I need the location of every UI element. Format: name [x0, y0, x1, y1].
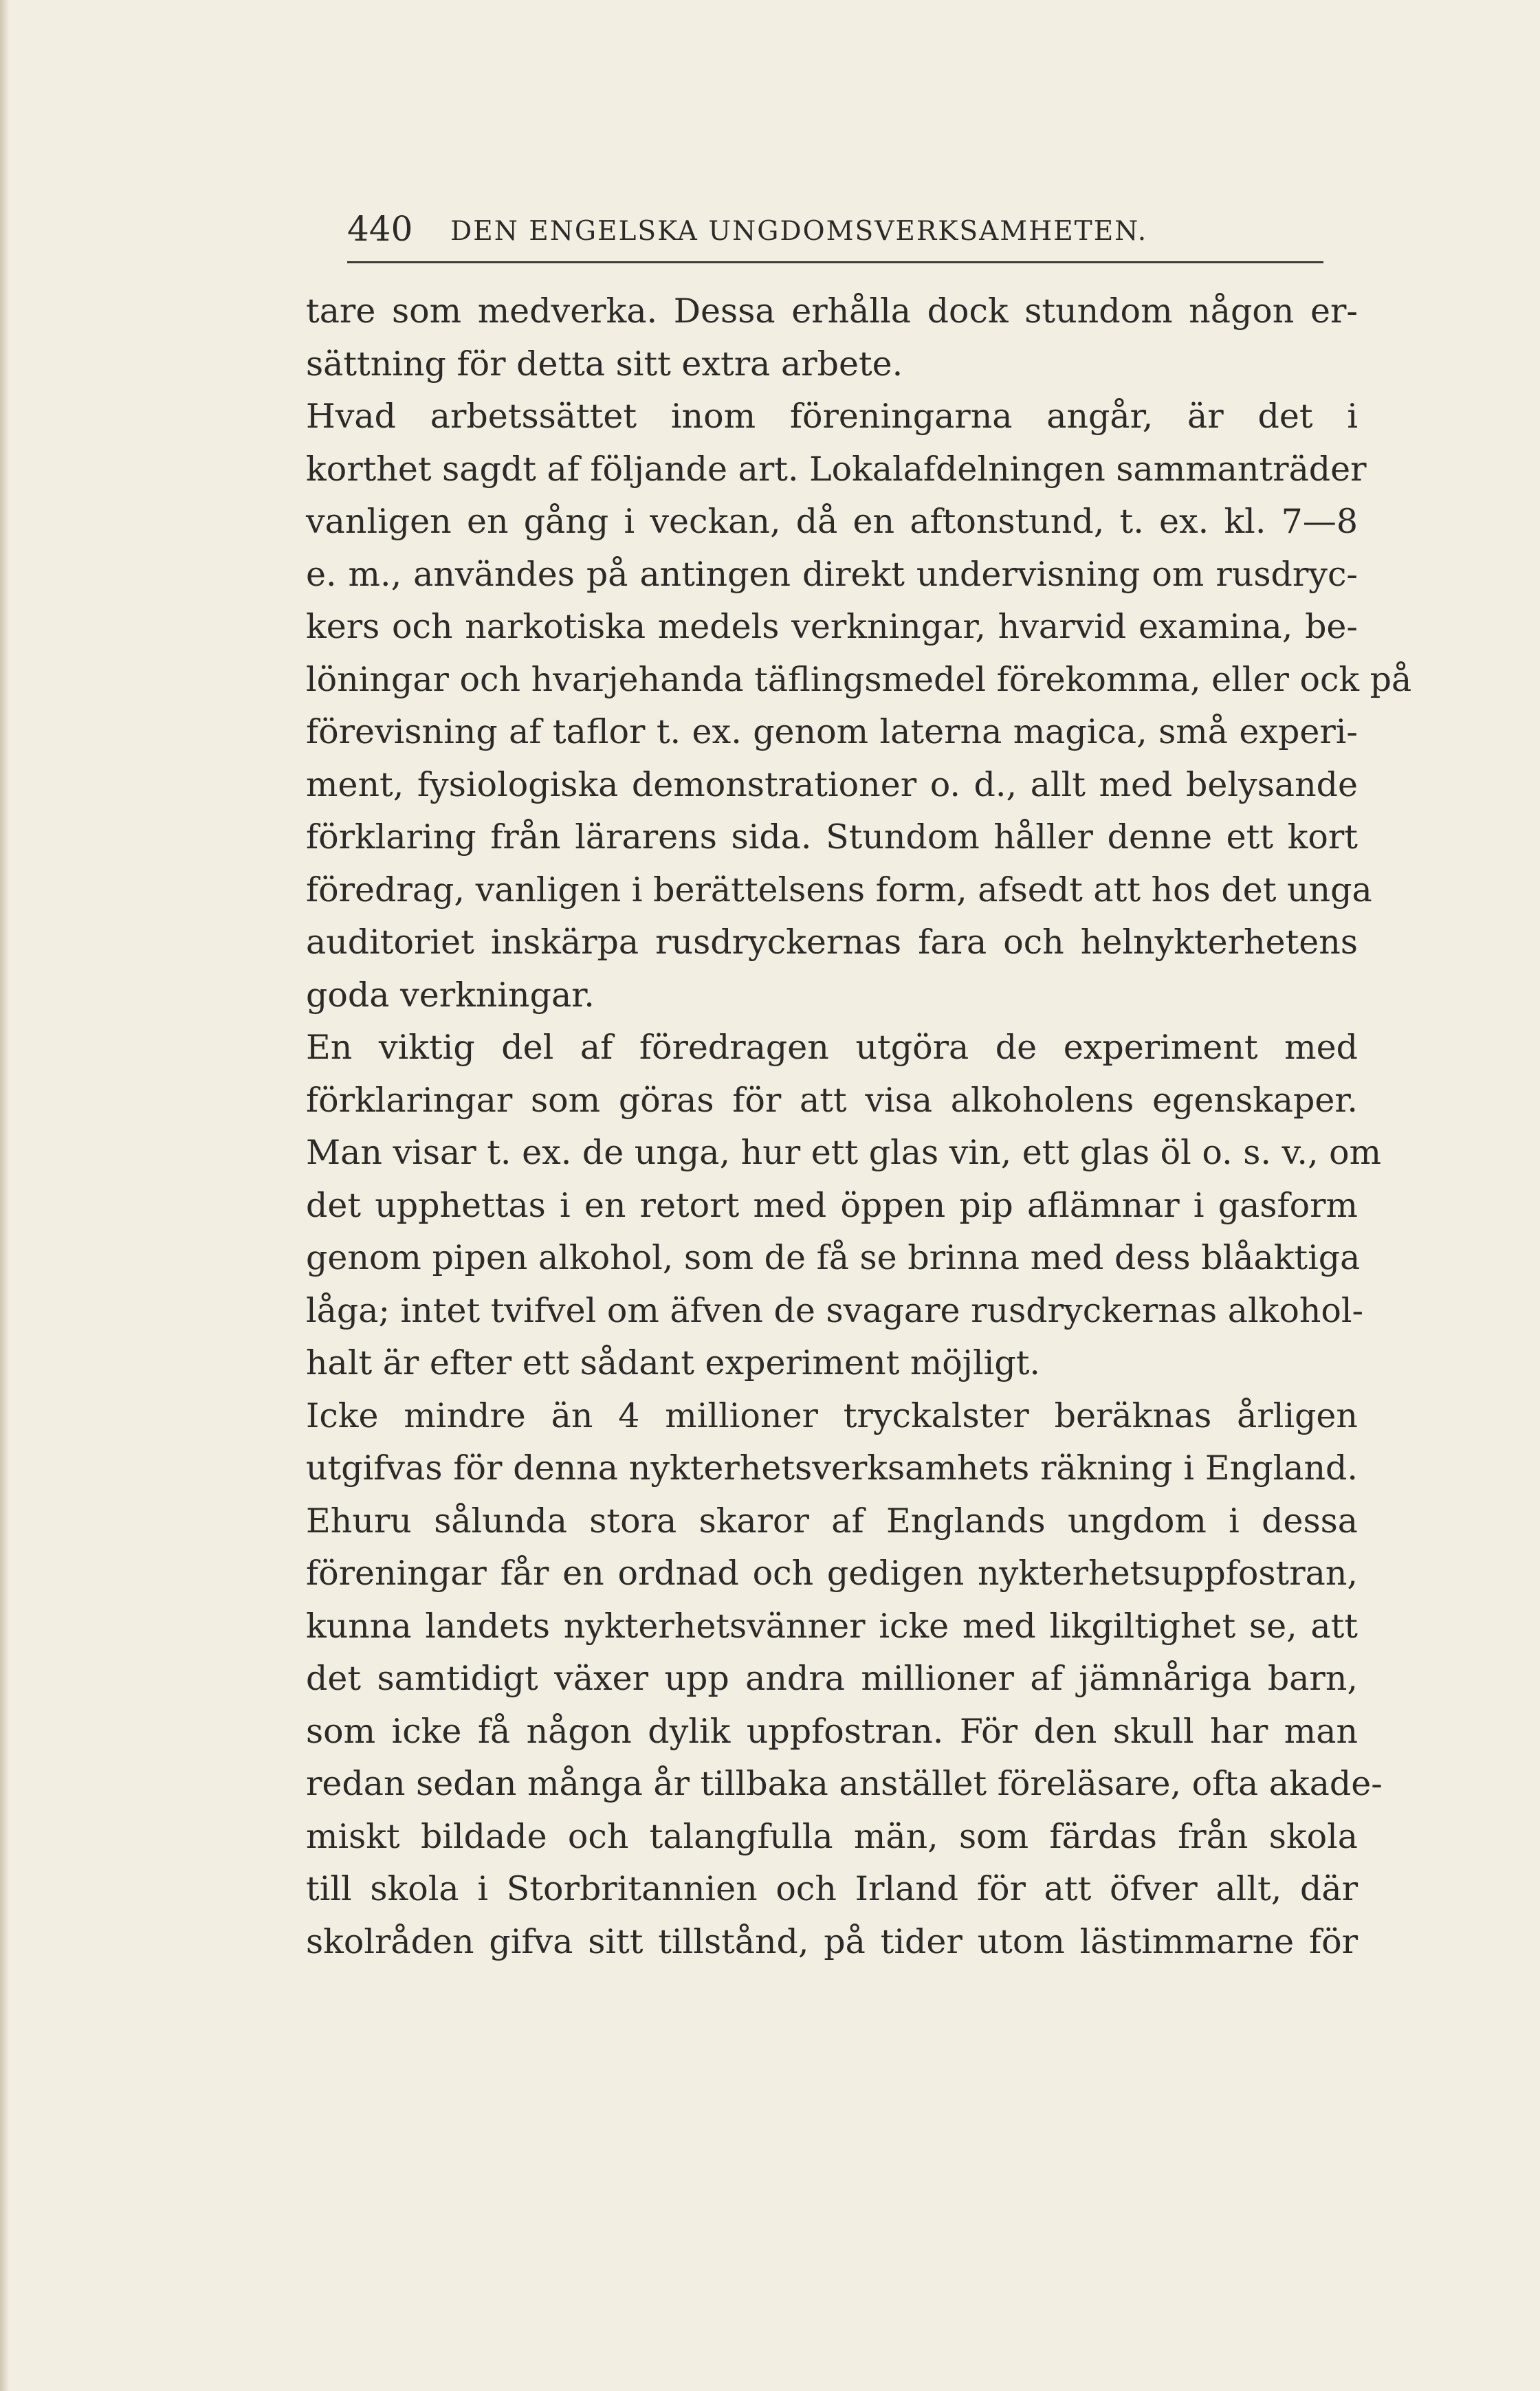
text-line: Man visar t. ex. de unga, hur ett glas vin, ett glas öl o. s. v., om [306, 1133, 1382, 1172]
text-line: auditoriet inskärpa rusdryckernas fara och helnykterhetens [306, 923, 1358, 962]
text-line: det samtidigt växer upp andra millioner af jämnåriga barn, [306, 1659, 1358, 1698]
text-line: utgifvas för denna nykterhetsverksamhets räkning i England. [306, 1448, 1358, 1488]
text-line: skolråden gifva sitt tillstånd, på tider utom lästimmarne för [306, 1921, 1358, 1961]
text-line: förklaringar som göras för att visa alkoholens egenskaper. [306, 1080, 1358, 1120]
page-header [347, 206, 1323, 263]
text-line: En viktig del af föredragen utgöra de experiment med [306, 1028, 1358, 1067]
text-line: föreningar får en ordnad och gedigen nykterhetsuppfostran, [306, 1554, 1358, 1593]
text-line: halt är efter ett sådant experiment möjligt. [306, 1343, 1040, 1382]
text-line: till skola i Storbritannien och Irland för att öfver allt, där [306, 1869, 1358, 1908]
body-text [306, 285, 1412, 1968]
text-line: korthet sagdt af följande art. Lokalafdelningen sammanträder [306, 449, 1367, 489]
text-line: tare som medverka. Dessa erhålla dock stundom någon er- [306, 291, 1358, 331]
text-line: låga; intet tvifvel om äfven de svagare rusdryckernas alkohol- [306, 1290, 1364, 1330]
text-line: Ehuru sålunda stora skaror af Englands ungdom i dessa [306, 1501, 1358, 1541]
text-line: genom pipen alkohol, som de få se brinna med dess blåaktiga [306, 1238, 1361, 1277]
text-line: vanligen en gång i veckan, då en aftonstund, t. ex. kl. 7—8 [306, 502, 1358, 541]
text-line: ment, fysiologiska demonstrationer o. d., allt med belysande [306, 764, 1358, 804]
page-edge-shadow [0, 0, 10, 2391]
text-line: förklaring från lärarens sida. Stundom håller denne ett kort [306, 817, 1358, 857]
text-line: miskt bildade och talangfulla män, som färdas från skola [306, 1816, 1358, 1856]
text-line: redan sedan många år tillbaka anstället föreläsare, ofta akade- [306, 1764, 1383, 1803]
text-line: Icke mindre än 4 millioner tryckalster beräknas årligen [306, 1396, 1358, 1435]
running-head: DEN ENGELSKA UNGDOMSVERKSAMHETEN. [450, 216, 1148, 247]
text-line: sättning för detta sitt extra arbete. [306, 344, 903, 384]
text-line: e. m., användes på antingen direkt undervisning om rusdryc- [306, 554, 1358, 594]
text-line: kunna landets nykterhetsvänner icke med likgiltighet se, att [306, 1606, 1358, 1646]
text-line: föredrag, vanligen i berättelsens form, afsedt att hos det unga [306, 870, 1372, 910]
text-line: Hvad arbetssättet inom föreningarna angår, är det i [306, 397, 1358, 436]
text-line: det upphettas i en retort med öppen pip aflämnar i gasform [306, 1185, 1358, 1225]
text-line: goda verkningar. [306, 975, 595, 1015]
text-line: löningar och hvarjehanda täflingsmedel förekomma, eller ock på [306, 659, 1412, 699]
text-line: kers och narkotiska medels verkningar, hvarvid examina, be- [306, 607, 1358, 646]
text-line: som icke få någon dylik uppfostran. För den skull har man [306, 1711, 1358, 1751]
page-number: 440 [347, 209, 413, 249]
text-line: förevisning af taflor t. ex. genom laterna magica, små experi- [306, 712, 1358, 751]
